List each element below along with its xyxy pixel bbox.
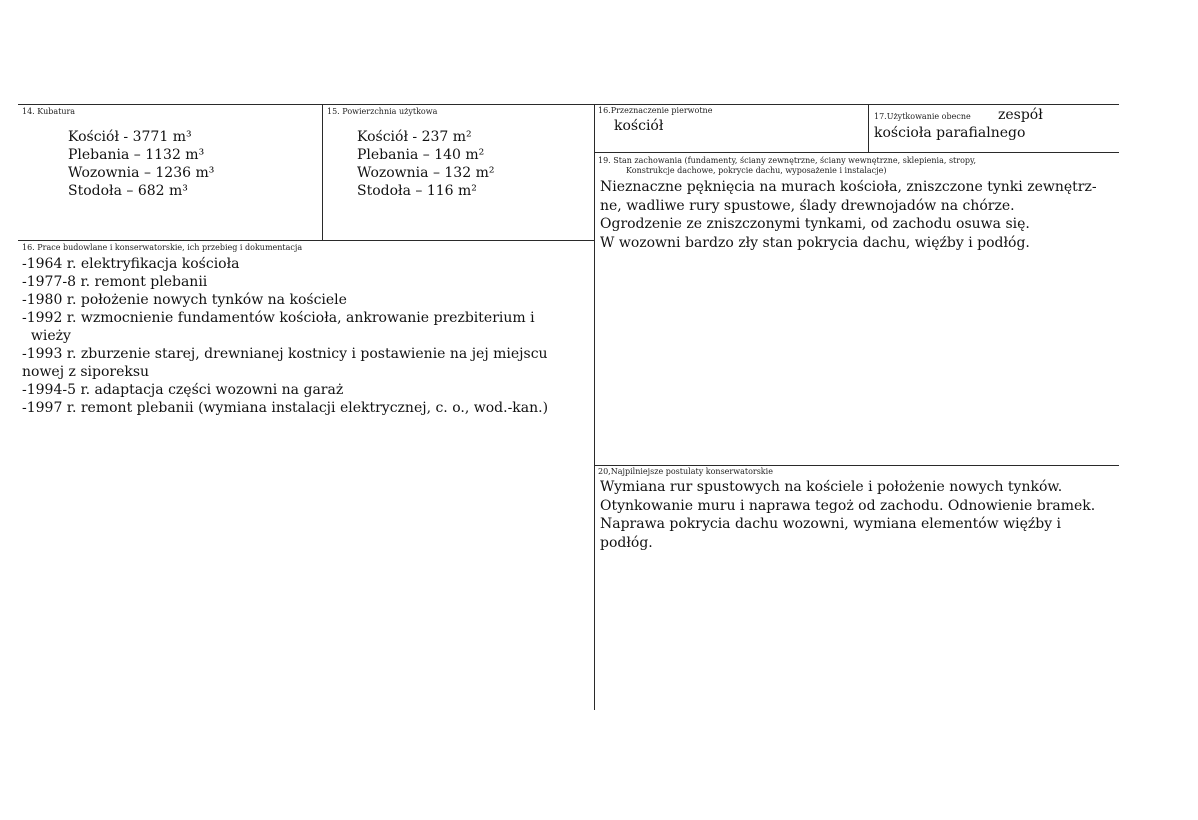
- stan-line: Nieznaczne pęknięcia na murach kościoła, zniszczone tynki zewnętrz-: [600, 179, 1097, 195]
- prace-item: -1992 r. wzmocnienie fundamentów kościoła, ankrowanie prezbiterium i: [22, 310, 535, 326]
- przeznaczenie-label: 16.Przeznaczenie pierwotne: [598, 106, 713, 115]
- prace-item: nowej z siporeksu: [22, 364, 150, 380]
- stan-line: Ogrodzenie ze zniszczonymi tynkami, od zachodu osuwa się.: [600, 216, 1030, 232]
- divider-field17-bottom: [594, 152, 1119, 153]
- kubatura-item: Stodoła – 682 m³: [68, 183, 188, 199]
- divider-16-17: [868, 104, 869, 152]
- postulaty-label: 20,Najpilniejsze postulaty konserwatorskie: [598, 467, 773, 476]
- powierzchnia-item: Kościół - 237 m²: [357, 129, 472, 145]
- uzytkowanie-value-line1: zespół: [998, 107, 1043, 123]
- powierzchnia-list: [357, 128, 494, 200]
- prace-item: -1980 r. położenie nowych tynków na kościele: [22, 292, 347, 308]
- powierzchnia-item: Wozownia – 132 m²: [357, 165, 495, 181]
- divider-center: [594, 104, 595, 710]
- przeznaczenie-value: kościół: [614, 118, 664, 134]
- prace-list: [22, 255, 548, 417]
- uzytkowanie-value-line2: kościoła parafialnego: [874, 125, 1026, 141]
- powierzchnia-label: 15. Powierzchnia użytkowa: [327, 107, 438, 116]
- prace-item: -1997 r. remont plebanii (wymiana instalacji elektrycznej, c. o., wod.-kan.): [22, 400, 549, 416]
- postulaty-line: Otynkowanie muru i naprawa tegoż od zachodu. Odnowienie bramek.: [600, 497, 1096, 514]
- stan-label-line1: 19. Stan zachowania (fundamenty, ściany zewnętrzne, ściany wewnętrzne, sklepienia, stropy,: [598, 156, 977, 165]
- stan-text: [600, 178, 1097, 252]
- divider-field20-top: [594, 465, 1119, 466]
- prace-label: 16. Prace budowlane i konserwatorskie, ich przebieg i dokumentacja: [22, 243, 303, 252]
- top-border-line: [18, 104, 1119, 105]
- prace-item: wieży: [22, 328, 71, 344]
- powierzchnia-item: Stodoła – 116 m²: [357, 183, 477, 199]
- kubatura-list: [68, 128, 214, 200]
- postulaty-line: Wymiana rur spustowych na kościele i położenie nowych tynków.: [600, 479, 1063, 495]
- uzytkowanie-label: 17.Użytkowanie obecne: [874, 112, 971, 121]
- prace-item: -1994-5 r. adaptacja części wozowni na garaż: [22, 382, 344, 398]
- kubatura-item: Wozownia – 1236 m³: [68, 165, 215, 181]
- divider-14-15: [322, 104, 323, 240]
- divider-row1-left: [18, 240, 594, 241]
- stan-label-line2: Konstrukcje dachowe, pokrycie dachu, wyposażenie i instalacje): [626, 166, 887, 175]
- stan-line: W wozowni bardzo zły stan pokrycia dachu, więźby i podłóg.: [600, 234, 1030, 251]
- prace-item: -1964 r. elektryfikacja kościoła: [22, 256, 240, 272]
- postulaty-text: [600, 478, 1095, 552]
- kubatura-item: Kościół - 3771 m³: [68, 129, 192, 145]
- powierzchnia-item: Plebania – 140 m²: [357, 147, 485, 163]
- postulaty-line: Naprawa pokrycia dachu wozowni, wymiana elementów więźby i: [600, 516, 1062, 532]
- prace-item: -1993 r. zburzenie starej, drewnianej kostnicy i postawienie na jej miejscu: [22, 346, 548, 362]
- kubatura-label: 14. Kubatura: [22, 107, 76, 116]
- stan-line: ne, wadliwe rury spustowe, ślady drewnojadów na chórze.: [600, 197, 1015, 214]
- prace-item: -1977-8 r. remont plebanii: [22, 274, 208, 290]
- postulaty-line: podłóg.: [600, 534, 653, 551]
- kubatura-item: Plebania – 1132 m³: [68, 147, 205, 163]
